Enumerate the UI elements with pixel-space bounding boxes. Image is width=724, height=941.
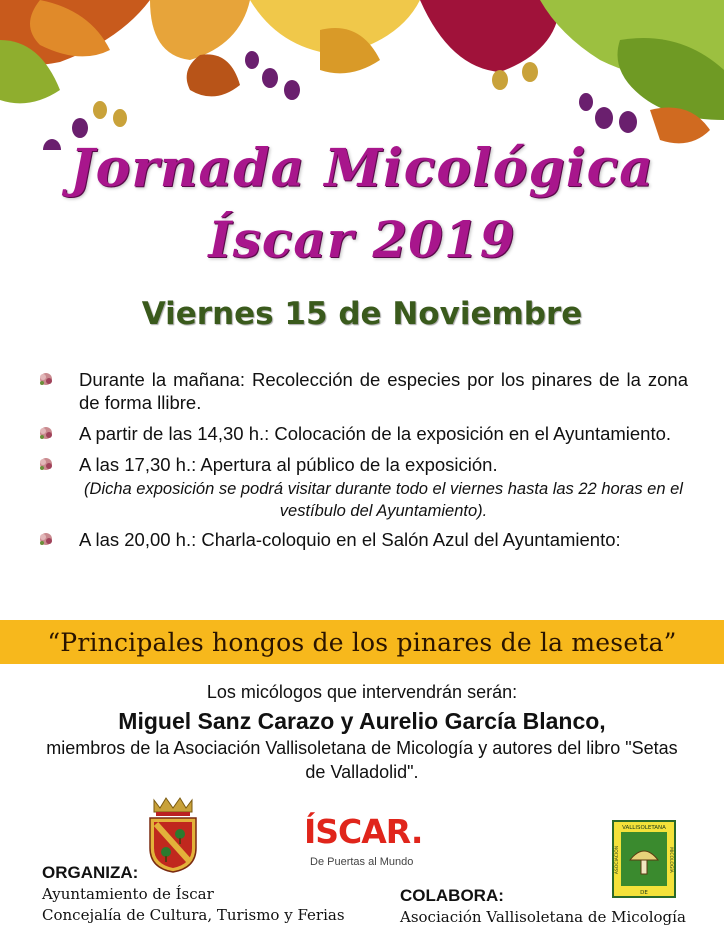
schedule-item-text: A las 20,00 h.: Charla-coloquio en el Salón Azul del Ayuntamiento: xyxy=(79,529,621,550)
leaf-cluster-middle xyxy=(250,0,420,73)
collaborator-label: COLABORA: xyxy=(400,886,504,905)
organizer-label: ORGANIZA: xyxy=(42,863,139,882)
leaf-cluster-left xyxy=(0,0,250,103)
seed-pods xyxy=(93,62,538,127)
talk-title: “Principales hongos de los pinares de la meseta” xyxy=(47,627,677,657)
speakers-description: miembros de la Asociación Vallisoletana de Micología y autores del libro "Setas de Valladolid". xyxy=(46,738,678,782)
flower-bullet-icon xyxy=(38,426,54,441)
leaf-cluster-right xyxy=(420,0,724,143)
schedule-item-text: A partir de las 14,30 h.: Colocación de la exposición en el Ayuntamiento. xyxy=(79,423,672,444)
event-subtitle: Íscar 2019 xyxy=(208,210,516,269)
speakers-names: Miguel Sanz Carazo y Aurelio García Blanco, xyxy=(118,708,606,734)
association-ring-bottom: DE xyxy=(640,890,648,896)
collaborator-block xyxy=(400,885,686,928)
event-date: Viernes 15 de Noviembre xyxy=(141,296,583,332)
flower-bullet-icon xyxy=(38,372,54,387)
organizer-block xyxy=(42,862,345,926)
schedule-note: (Dicha exposición se podrá visitar durante todo el viernes hasta las 22 horas en el vestíbulo del Ayuntamiento). xyxy=(84,480,683,520)
organizer-line-2: Concejalía de Cultura, Turismo y Ferias xyxy=(42,906,345,924)
schedule-item xyxy=(38,528,688,551)
iscar-wordmark: ÍSCAR. xyxy=(304,812,423,851)
speakers-intro: Los micólogos que intervendrán serán: xyxy=(206,682,518,702)
speakers-section xyxy=(0,680,724,784)
autumn-leaves-banner xyxy=(0,0,724,150)
schedule-item xyxy=(38,453,688,476)
iscar-tagline: De Puertas al Mundo xyxy=(310,856,414,868)
organizer-line-1: Ayuntamiento de Íscar xyxy=(42,885,214,903)
collaborator-line-1: Asociación Vallisoletana de Micología xyxy=(400,908,686,926)
association-ring-right: MICOLOGÍA xyxy=(668,847,673,873)
event-title: Jornada Micológica xyxy=(70,138,654,199)
schedule-item xyxy=(38,368,688,414)
talk-title-banner xyxy=(0,620,724,664)
schedule-list xyxy=(38,368,688,559)
association-ring-top: VALLISOLETANA xyxy=(622,825,666,831)
flower-bullet-icon xyxy=(38,457,54,472)
schedule-item-text: A las 17,30 h.: Apertura al público de la exposición. xyxy=(79,454,498,475)
flower-bullet-icon xyxy=(38,532,54,547)
association-ring-left: ASOCIACIÓN xyxy=(615,845,620,875)
schedule-item-text: Durante la mañana: Recolección de especies por los pinares de la zona de forma llibre. xyxy=(79,369,688,413)
schedule-item xyxy=(38,422,688,445)
